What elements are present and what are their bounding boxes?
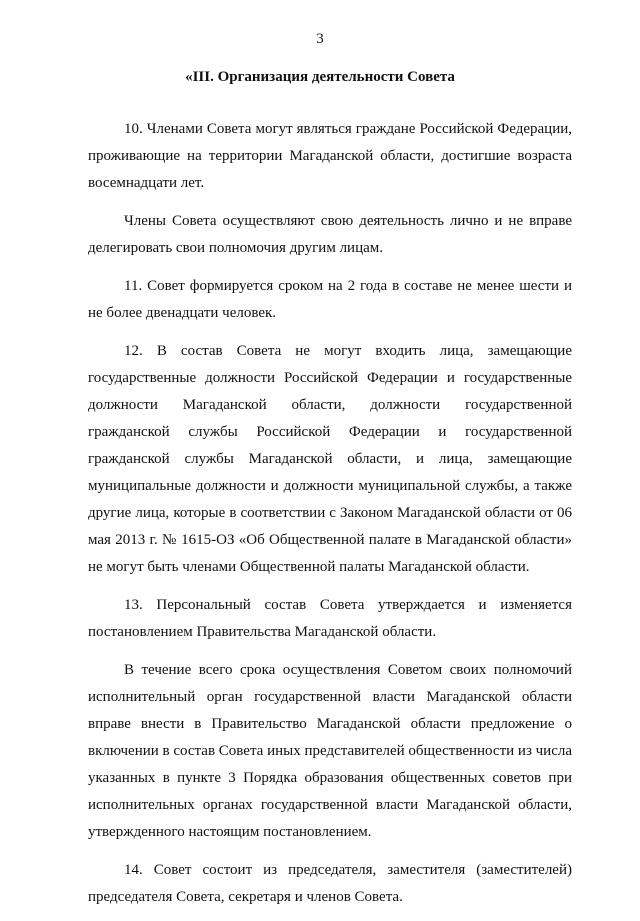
section-heading: «III. Организация деятельности Совета (185, 69, 455, 85)
paragraph-12: 12. В состав Совета не могут входить лица, замещающие государственные должности Российской Федерации и государственные должности Магаданской области, должности государственной гражданской службы Российской Федерации и государственной гражданской службы Магаданской области, и лица, замещающие муниципальные должности и должности муниципальной службы, а также другие лица, которые в соответствии с Законом Магаданской области от 06 мая 2013 г. № 1615-ОЗ «Об Общественной палате в Магаданской области» не могут быть членами Общественной палаты Магаданской области. (88, 343, 572, 575)
page-number: 3 (316, 31, 324, 47)
paragraph-10: 10. Членами Совета могут являться граждане Российской Федерации, проживающие на территории Магаданской области, достигшие возраста восемнадцати лет. (88, 121, 572, 191)
paragraph-11: 11. Совет формируется сроком на 2 года в составе не менее шести и не более двенадцати человек. (88, 278, 572, 321)
paragraph-13-continuation: В течение всего срока осуществления Советом своих полномочий исполнительный орган государственной власти Магаданской области вправе внести в Правительство Магаданской области предложение о включении в состав Совета иных представителей общественности из числа указанных в пункте 3 Порядка образования общественных советов при исполнительных органах государственной власти Магаданской области, утвержденного настоящим постановлением. (88, 662, 572, 840)
paragraph-13: 13. Персональный состав Совета утверждается и изменяется постановлением Правительства Магаданской области. (88, 597, 572, 640)
document-body (88, 116, 572, 921)
paragraph-10-continuation: Члены Совета осуществляют свою деятельность лично и не вправе делегировать свои полномочия другим лицам. (88, 213, 572, 256)
paragraph-14: 14. Совет состоит из председателя, заместителя (заместителей) председателя Совета, секретаря и членов Совета. (88, 862, 572, 905)
